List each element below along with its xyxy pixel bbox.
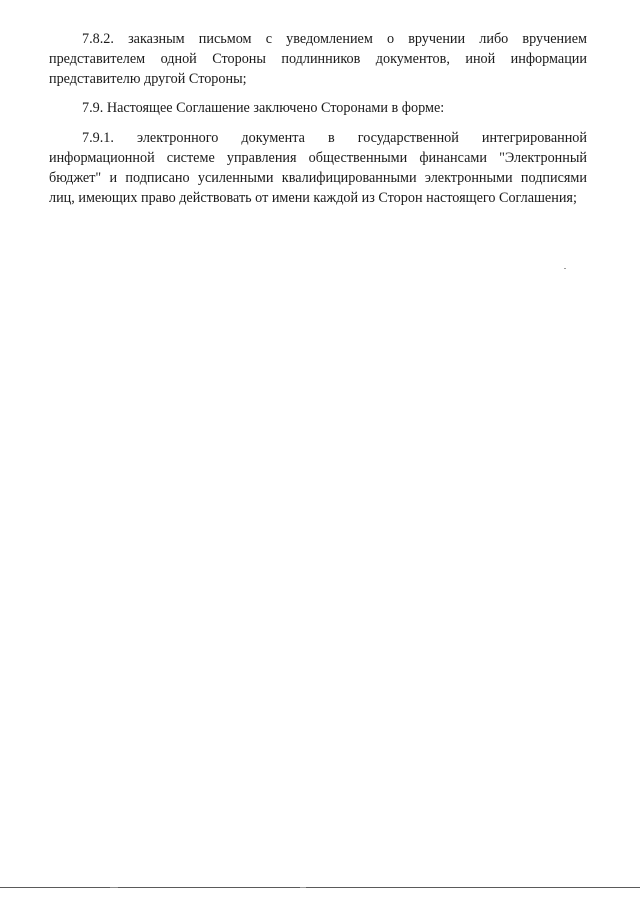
paragraph-text: 7.9. Настоящее Соглашение заключено Сторонами в форме:	[82, 100, 445, 116]
paragraph-7-8-2	[49, 29, 587, 89]
paragraph-text: 7.9.1. электронного документа в государственной интегрированной информационной системе управления общественными финансами "Электронный бюджет" и подписано усиленными квалифицированными электронными подписями лиц, имеющих право действовать от имени каждой из Сторон настоящего Соглашения;	[49, 130, 587, 206]
paragraph-7-9-1	[49, 128, 587, 208]
paragraph-text: 7.8.2. заказным письмом с уведомлением о вручении либо вручением представителем одной Стороны подлинников документов, иной информации представителю другой Стороны;	[49, 31, 587, 87]
paragraph-7-9	[49, 98, 587, 118]
scan-speck	[564, 268, 566, 269]
scan-bottom-edge-line	[0, 887, 640, 888]
